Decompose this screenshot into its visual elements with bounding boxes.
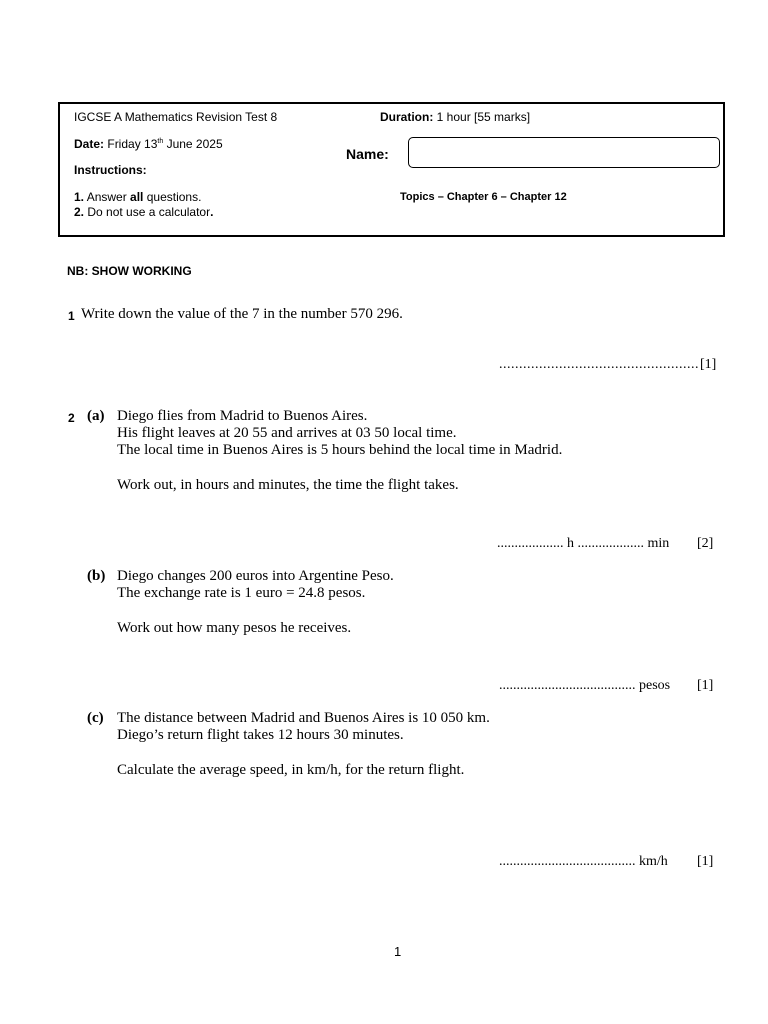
instruction-2-number: 2. [74,205,85,219]
name-field[interactable] [408,137,720,168]
date-sup: th [157,138,164,145]
q1-text: Write down the value of the 7 in the number 570 296. [81,306,403,322]
q1-number: 1 [68,309,75,323]
instruction-1-number: 1. [74,190,85,204]
q2b-line-1: Diego changes 200 euros into Argentine Peso. [117,568,394,584]
q2c-line-2: Diego’s return flight takes 12 hours 30 minutes. [117,727,404,743]
instruction-2-text: Do not use a calculator [87,205,211,219]
instruction-1-text-b: questions. [143,190,202,204]
q2a-marks: [2] [697,536,714,551]
instruction-1-text-a: Answer [86,190,131,204]
q2a-line-3: The local time in Buenos Aires is 5 hours behind the local time in Madrid. [117,442,563,458]
duration-label: Duration: [380,110,434,124]
name-label: Name: [346,146,389,162]
q2c-label: (c) [87,710,104,726]
q2c-marks: [1] [697,854,714,869]
q2a-label: (a) [87,408,105,424]
date-post: June 2025 [163,137,223,151]
q2-number: 2 [68,411,75,425]
q2a-task: Work out, in hours and minutes, the time the flight takes. [117,477,459,493]
q2a-line-1: Diego flies from Madrid to Buenos Aires. [117,408,368,424]
instruction-1 [74,190,201,204]
duration [380,110,530,124]
date [74,137,223,151]
header-box [58,102,725,237]
q2c-task: Calculate the average speed, in km/h, for the return flight. [117,762,465,778]
date-pre: Friday 13 [107,137,158,151]
q1-marks: [1] [700,357,717,372]
q2b-task: Work out how many pesos he receives. [117,620,352,636]
nb-show-working: NB: SHOW WORKING [67,264,192,278]
topics: Topics – Chapter 6 – Chapter 12 [400,191,567,203]
duration-value: 1 hour [55 marks] [436,110,531,124]
instruction-1-bold: all [130,190,144,204]
q2b-marks: [1] [697,678,714,693]
instruction-2 [74,205,213,219]
q1-answer-line [499,357,699,373]
q2b-answer-line: ....................................... pesos [499,678,671,693]
q2b-label: (b) [87,568,106,584]
q2b-line-2: The exchange rate is 1 euro = 24.8 pesos. [117,585,366,601]
q1-answer-dots: .................................................. [499,357,699,372]
q2a-line-2: His flight leaves at 20 55 and arrives at 03 50 local time. [117,425,457,441]
q2a-answer-line: ................... h ................... min [497,536,670,551]
page-number: 1 [394,944,402,959]
instructions-label: Instructions: [74,163,147,177]
instruction-2-period: . [210,205,214,219]
q2c-answer-line: ....................................... km/h [499,854,668,869]
q2c-line-1: The distance between Madrid and Buenos Aires is 10 050 km. [117,710,490,726]
test-title: IGCSE A Mathematics Revision Test 8 [74,110,278,124]
date-label: Date: [74,137,105,151]
